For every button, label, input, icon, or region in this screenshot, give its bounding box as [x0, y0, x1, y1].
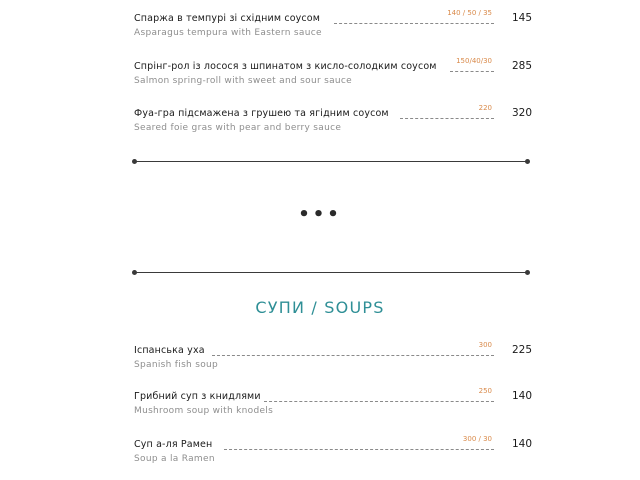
menu-item	[134, 104, 532, 138]
divider-dot	[525, 270, 530, 275]
dish-name: Фуа-гра підсмажена з грушею та ягідним соусом	[134, 108, 389, 119]
dish-price: 285	[511, 60, 532, 72]
dish-description: Seared foie gras with pear and berry sauce	[134, 123, 342, 133]
menu-item	[134, 57, 532, 91]
dish-weight: 140 / 50 / 35	[447, 9, 492, 17]
menu-item	[134, 435, 532, 469]
ellipsis: •••	[298, 204, 342, 225]
leader-dots	[224, 449, 494, 450]
divider-dot	[132, 159, 137, 164]
dish-weight: 150/40/30	[456, 57, 492, 65]
dish-price: 320	[511, 107, 532, 119]
leader-dots	[264, 401, 494, 402]
leader-dots	[334, 23, 494, 24]
menu-item	[134, 9, 532, 43]
dish-weight: 250	[478, 387, 492, 395]
leader-dots	[212, 355, 494, 356]
divider-dot	[525, 159, 530, 164]
dish-weight: 220	[478, 104, 492, 112]
dish-name: Спрінг-рол із лосося з шпинатом з кисло-солодким соусом	[134, 61, 437, 72]
dish-description: Salmon spring-roll with sweet and sour sauce	[134, 76, 353, 86]
section-divider	[134, 272, 528, 273]
divider-dot	[132, 270, 137, 275]
dish-name: Спаржа в темпурі зі східним соусом	[134, 13, 321, 24]
leader-dots	[450, 71, 494, 72]
leader-dots	[400, 118, 494, 119]
dish-price: 225	[511, 344, 532, 356]
menu-item	[134, 387, 532, 421]
dish-description: Mushroom soup with knodels	[134, 406, 274, 416]
dish-price: 140	[511, 390, 532, 402]
dish-weight: 300 / 30	[462, 435, 492, 443]
dish-price: 145	[511, 12, 532, 24]
dish-weight: 300	[478, 341, 492, 349]
dish-name: Іспанська уха	[134, 345, 205, 356]
dish-name: Грибний суп з книдлями	[134, 391, 261, 402]
dish-description: Asparagus tempura with Eastern sauce	[134, 28, 322, 38]
dish-name: Суп а-ля Рамен	[134, 439, 213, 450]
section-divider	[134, 161, 528, 162]
menu-item	[134, 341, 532, 375]
dish-description: Soup a la Ramen	[134, 454, 215, 464]
section-title: СУПИ / SOUPS	[255, 298, 385, 317]
dish-description: Spanish fish soup	[134, 360, 219, 370]
dish-price: 140	[511, 438, 532, 450]
